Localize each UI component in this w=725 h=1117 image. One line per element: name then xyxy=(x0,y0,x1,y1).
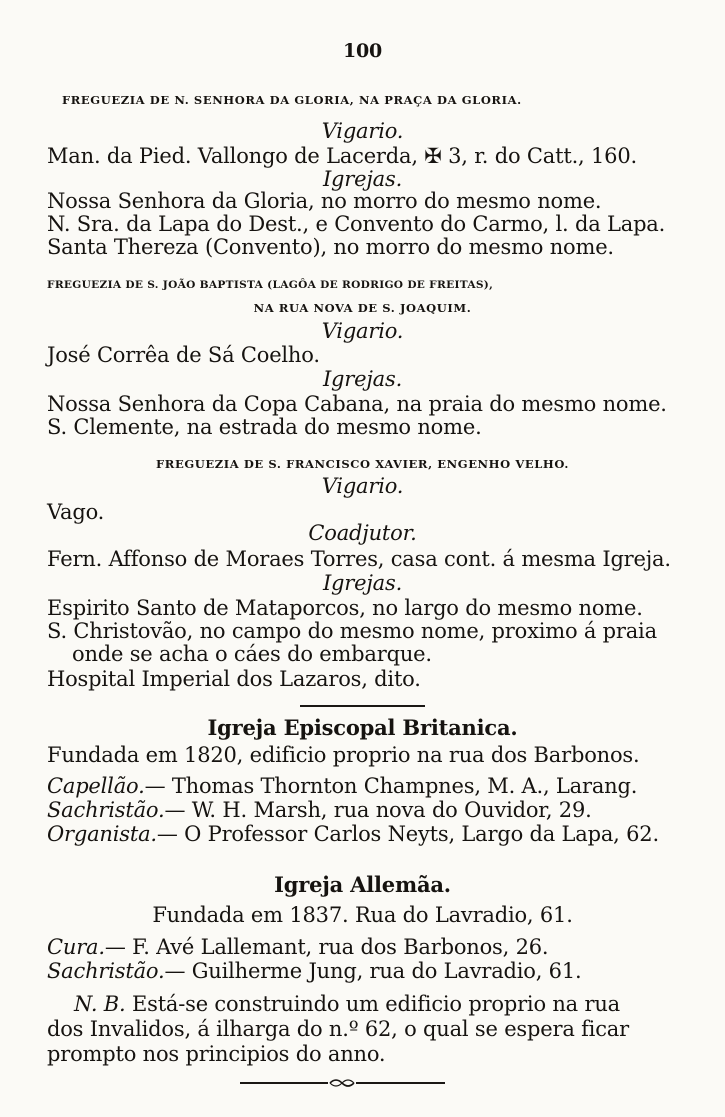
staff-line xyxy=(47,958,581,984)
staff-text: — O Professor Carlos Neyts, Largo da Lapa, 62. xyxy=(156,822,659,846)
staff-role: Sachristão. xyxy=(47,959,165,983)
church-entry: Santa Thereza (Convento), no morro do mesmo nome. xyxy=(47,235,614,259)
vigario-name: Man. da Pied. Vallongo de Lacerda, ✠ 3, r. do Catt., 160. xyxy=(47,144,637,168)
igrejas-heading: Igrejas. xyxy=(322,167,403,191)
parish-heading-joao-baptista: FREGUEZIA DE S. JOÃO BAPTISTA (LAGÔA DE RODRIGO DE FREITAS), xyxy=(47,279,494,291)
german-founded: Fundada em 1837. Rua do Lavradio, 61. xyxy=(152,903,573,927)
vigario-heading: Vigario. xyxy=(321,119,404,143)
page-number: 100 xyxy=(342,40,383,62)
vigario-name: Vago. xyxy=(47,500,105,524)
parish-heading-joao-baptista-line2: NA RUA NOVA DE S. JOAQUIM. xyxy=(253,301,472,315)
staff-role: Sachristão. xyxy=(47,798,165,822)
church-entry: Nossa Senhora da Copa Cabana, na praia do mesmo nome. xyxy=(47,392,667,416)
note-line: prompto nos principios do anno. xyxy=(47,1042,386,1066)
church-entry-continuation: onde se acha o cáes do embarque. xyxy=(72,642,432,666)
staff-text: — Guilherme Jung, rua do Lavradio, 61. xyxy=(164,959,582,983)
church-entry: Nossa Senhora da Gloria, no morro do mesmo nome. xyxy=(47,189,602,213)
church-entry: N. Sra. da Lapa do Dest., e Convento do Carmo, l. da Lapa. xyxy=(47,212,666,236)
note-label: N. B. xyxy=(74,992,126,1016)
church-entry: Espirito Santo de Mataporcos, no largo do mesmo nome. xyxy=(47,596,643,620)
igrejas-heading: Igrejas. xyxy=(322,367,403,391)
church-entry: S. Clemente, na estrada do mesmo nome. xyxy=(47,415,482,439)
coadjutor-name: Fern. Affonso de Moraes Torres, casa cont. á mesma Igreja. xyxy=(47,547,671,571)
staff-line xyxy=(47,821,659,847)
note-line: dos Invalidos, á ilharga do n.º 62, o qual se espera ficar xyxy=(47,1017,629,1041)
british-founded: Fundada em 1820, edificio proprio na rua dos Barbonos. xyxy=(47,743,640,767)
staff-role: Organista. xyxy=(47,822,157,846)
parish-heading-gloria: FREGUEZIA DE N. SENHORA DA GLORIA, NA PRAÇA DA GLORIA. xyxy=(62,93,522,107)
staff-role: Capellão. xyxy=(47,774,145,798)
british-church-title: Igreja Episcopal Britanica. xyxy=(207,715,518,740)
vigario-heading: Vigario. xyxy=(321,474,404,498)
ornamental-rule-icon xyxy=(240,1076,445,1090)
parish-heading-francisco-xavier: FREGUEZIA DE S. FRANCISCO XAVIER, ENGENHO VELHO. xyxy=(156,457,569,471)
note-text: Está-se construindo um edificio proprio na rua xyxy=(131,992,620,1016)
igrejas-heading: Igrejas. xyxy=(322,571,403,595)
staff-line xyxy=(47,797,592,823)
church-entry: Hospital Imperial dos Lazaros, dito. xyxy=(47,667,421,691)
section-divider xyxy=(300,705,425,707)
coadjutor-heading: Coadjutor. xyxy=(308,521,417,545)
staff-text: — Thomas Thornton Champnes, M. A., Larang. xyxy=(144,774,638,798)
german-church-title: Igreja Allemãa. xyxy=(274,872,451,897)
staff-line xyxy=(47,934,548,960)
staff-text: — F. Avé Lallemant, rua dos Barbonos, 26. xyxy=(104,935,549,959)
staff-line xyxy=(47,773,637,799)
note-line xyxy=(74,991,620,1017)
vigario-name: José Corrêa de Sá Coelho. xyxy=(47,343,320,367)
staff-role: Cura. xyxy=(47,935,105,959)
church-entry: S. Christovão, no campo do mesmo nome, proximo á praia xyxy=(47,619,657,643)
staff-text: — W. H. Marsh, rua nova do Ouvidor, 29. xyxy=(164,798,592,822)
vigario-heading: Vigario. xyxy=(321,319,404,343)
